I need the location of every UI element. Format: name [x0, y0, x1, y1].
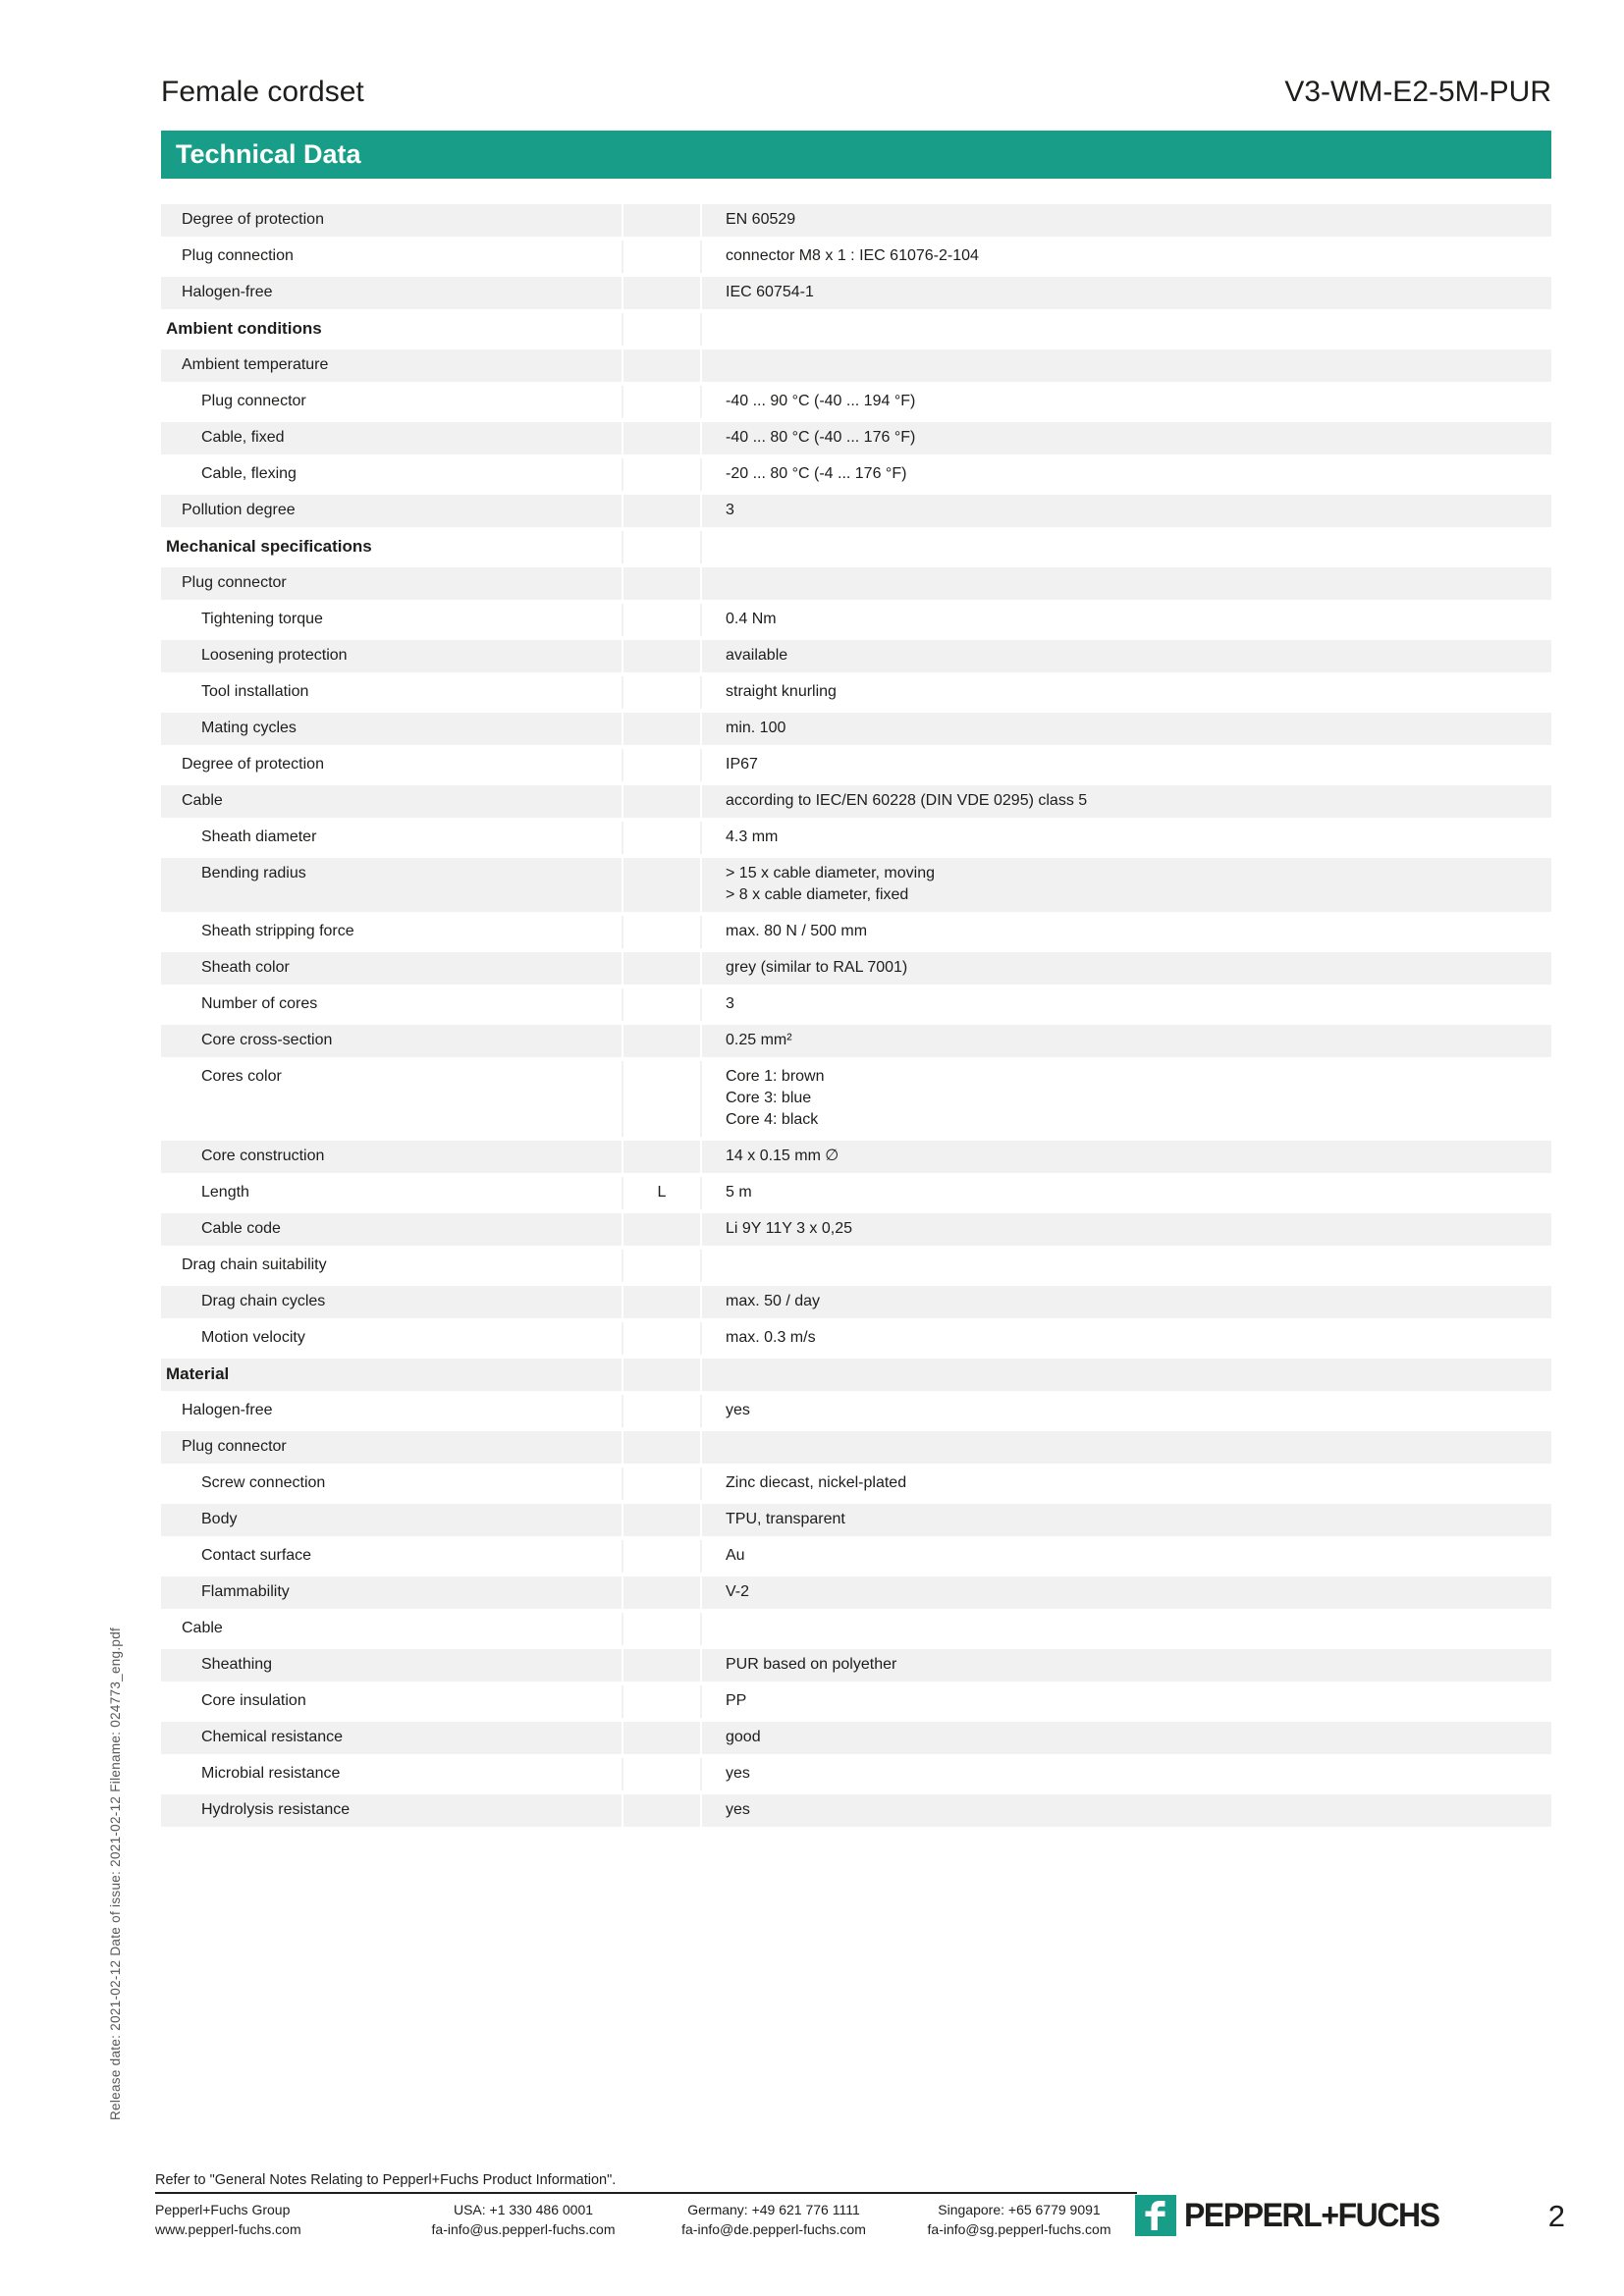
row-value: straight knurling: [700, 676, 1551, 709]
row-value: EN 60529: [700, 204, 1551, 237]
table-row: [161, 1685, 1551, 1718]
table-row: [161, 640, 1551, 672]
row-label: Sheath stripping force: [201, 923, 354, 939]
contact-column: [646, 2200, 901, 2239]
row-symbol: [622, 1025, 700, 1057]
page-footer: [155, 2171, 1137, 2239]
table-row: [161, 1576, 1551, 1609]
table-row: [161, 1395, 1551, 1427]
contact-line2: fa-info@us.pepperl-fuchs.com: [431, 2221, 616, 2237]
row-label: Cable: [182, 1620, 223, 1636]
general-notes-reference: Refer to "General Notes Relating to Pepperl+Fuchs Product Information".: [155, 2172, 617, 2188]
row-symbol: [622, 988, 700, 1021]
table-row: [161, 1540, 1551, 1573]
contact-line1: Germany: +49 621 776 1111: [687, 2202, 860, 2217]
row-symbol: [622, 277, 700, 309]
row-value: [700, 1613, 1551, 1645]
table-row: [161, 1177, 1551, 1209]
table-row: [161, 1250, 1551, 1282]
row-value: max. 0.3 m/s: [700, 1322, 1551, 1355]
row-symbol: [622, 604, 700, 636]
row-value: 5 m: [700, 1177, 1551, 1209]
row-value: Core 1: brown Core 3: blue Core 4: black: [700, 1061, 1551, 1137]
row-label: Loosening protection: [201, 647, 348, 664]
row-value: IP67: [700, 749, 1551, 781]
row-symbol: [622, 822, 700, 854]
table-row: [161, 822, 1551, 854]
row-value: 4.3 mm: [700, 822, 1551, 854]
row-symbol: [622, 952, 700, 985]
row-label: Drag chain cycles: [201, 1293, 326, 1309]
row-value: [700, 313, 1551, 346]
row-symbol: [622, 1213, 700, 1246]
row-symbol: [622, 458, 700, 491]
row-value: yes: [700, 1758, 1551, 1790]
row-value: 0.25 mm²: [700, 1025, 1551, 1057]
row-symbol: [622, 349, 700, 382]
row-value: PP: [700, 1685, 1551, 1718]
row-label: Halogen-free: [182, 284, 273, 300]
row-value: Zinc diecast, nickel-plated: [700, 1468, 1551, 1500]
row-symbol: [622, 1061, 700, 1137]
row-symbol: [622, 1722, 700, 1754]
row-symbol: [622, 204, 700, 237]
row-symbol: [622, 1395, 700, 1427]
page-header: [161, 75, 1551, 110]
row-symbol: [622, 1359, 700, 1391]
row-symbol: [622, 1322, 700, 1355]
row-label: Contact surface: [201, 1547, 312, 1564]
table-row: [161, 240, 1551, 273]
table-row: [161, 676, 1551, 709]
row-value: [700, 567, 1551, 600]
table-row: [161, 349, 1551, 382]
contact-columns: [155, 2200, 1137, 2239]
contact-column: [901, 2200, 1137, 2239]
contact-line2: www.pepperl-fuchs.com: [155, 2221, 301, 2237]
row-symbol: [622, 1794, 700, 1827]
row-value: good: [700, 1722, 1551, 1754]
row-label: Pollution degree: [182, 502, 296, 518]
table-row: [161, 1758, 1551, 1790]
row-symbol: [622, 1613, 700, 1645]
table-row: [161, 1061, 1551, 1137]
release-date-note: Release date: 2021-02-12 Date of issue: 2021-02-12 Filename: 024773_eng.pdf: [108, 1627, 123, 2120]
row-label: Screw connection: [201, 1474, 326, 1491]
row-symbol: [622, 1758, 700, 1790]
row-value: 3: [700, 495, 1551, 527]
row-value: -40 ... 80 °C (-40 ... 176 °F): [700, 422, 1551, 454]
row-label: Degree of protection: [182, 756, 324, 773]
row-value: max. 50 / day: [700, 1286, 1551, 1318]
row-symbol: [622, 531, 700, 563]
row-symbol: [622, 1685, 700, 1718]
row-label: Tool installation: [201, 683, 309, 700]
table-row: [161, 1722, 1551, 1754]
row-label: Chemical resistance: [201, 1729, 344, 1745]
row-symbol: [622, 640, 700, 672]
row-value: 3: [700, 988, 1551, 1021]
row-symbol: [622, 749, 700, 781]
row-label: Cable code: [201, 1220, 281, 1237]
table-row: [161, 1431, 1551, 1464]
row-value: connector M8 x 1 : IEC 61076-2-104: [700, 240, 1551, 273]
row-label: Ambient temperature: [182, 356, 329, 373]
contact-column: [401, 2200, 646, 2239]
row-label: Sheath color: [201, 959, 290, 976]
row-value: yes: [700, 1794, 1551, 1827]
row-label: Cable, flexing: [201, 465, 297, 482]
section-row: [161, 313, 1551, 346]
row-symbol: [622, 916, 700, 948]
table-row: [161, 1286, 1551, 1318]
table-row: [161, 916, 1551, 948]
row-value: [700, 349, 1551, 382]
row-label: Plug connector: [201, 393, 306, 409]
row-symbol: [622, 858, 700, 912]
row-label: Drag chain suitability: [182, 1256, 327, 1273]
row-symbol: [622, 1540, 700, 1573]
contact-line1: Singapore: +65 6779 9091: [938, 2202, 1101, 2217]
row-value: TPU, transparent: [700, 1504, 1551, 1536]
row-symbol: [622, 1649, 700, 1682]
row-value: -40 ... 90 °C (-40 ... 194 °F): [700, 386, 1551, 418]
row-value: > 15 x cable diameter, moving > 8 x cable diameter, fixed: [700, 858, 1551, 912]
row-symbol: [622, 713, 700, 745]
technical-data-table: [161, 204, 1551, 1827]
contact-line1: Pepperl+Fuchs Group: [155, 2202, 291, 2217]
contact-line2: fa-info@de.pepperl-fuchs.com: [681, 2221, 866, 2237]
table-row: [161, 458, 1551, 491]
row-symbol: [622, 785, 700, 818]
row-value: max. 80 N / 500 mm: [700, 916, 1551, 948]
row-value: -20 ... 80 °C (-4 ... 176 °F): [700, 458, 1551, 491]
row-label: Body: [201, 1511, 238, 1527]
row-label: Ambient conditions: [166, 319, 322, 338]
table-row: [161, 1613, 1551, 1645]
row-label: Plug connector: [182, 1438, 287, 1455]
row-symbol: [622, 1504, 700, 1536]
row-value: 14 x 0.15 mm ∅: [700, 1141, 1551, 1173]
row-label: Material: [166, 1364, 230, 1383]
table-row: [161, 386, 1551, 418]
contact-column: [155, 2200, 401, 2239]
table-row: [161, 1504, 1551, 1536]
table-row: [161, 1468, 1551, 1500]
row-label: Degree of protection: [182, 211, 324, 228]
page-content: [161, 0, 1551, 1831]
row-label: Cable: [182, 792, 223, 809]
row-label: Core cross-section: [201, 1032, 333, 1048]
row-label: Hydrolysis resistance: [201, 1801, 351, 1818]
row-symbol: [622, 495, 700, 527]
product-code: V3-WM-E2-5M-PUR: [1284, 76, 1551, 108]
row-label: Cores color: [201, 1068, 282, 1085]
row-value: [700, 1250, 1551, 1282]
table-row: [161, 1794, 1551, 1827]
row-symbol: [622, 1250, 700, 1282]
row-value: [700, 1431, 1551, 1464]
table-row: [161, 858, 1551, 912]
table-row: [161, 1141, 1551, 1173]
section-row: [161, 531, 1551, 563]
table-row: [161, 713, 1551, 745]
table-row: [161, 204, 1551, 237]
page-title: Female cordset: [161, 76, 364, 108]
pepperl-fuchs-logo-icon: [1135, 2195, 1176, 2236]
row-label: Core construction: [201, 1148, 325, 1164]
table-row: [161, 277, 1551, 309]
table-row: [161, 1649, 1551, 1682]
row-value: Au: [700, 1540, 1551, 1573]
row-symbol: [622, 1141, 700, 1173]
table-row: [161, 749, 1551, 781]
row-label: Halogen-free: [182, 1402, 273, 1418]
table-row: [161, 988, 1551, 1021]
row-symbol: [622, 1286, 700, 1318]
row-symbol: [622, 1576, 700, 1609]
table-row: [161, 1213, 1551, 1246]
row-value: available: [700, 640, 1551, 672]
row-value: PUR based on polyether: [700, 1649, 1551, 1682]
table-row: [161, 952, 1551, 985]
row-symbol: [622, 1431, 700, 1464]
row-value: grey (similar to RAL 7001): [700, 952, 1551, 985]
row-value: 0.4 Nm: [700, 604, 1551, 636]
row-symbol: [622, 313, 700, 346]
table-row: [161, 604, 1551, 636]
table-row: [161, 422, 1551, 454]
row-label: Plug connector: [182, 574, 287, 591]
row-value: [700, 1359, 1551, 1391]
row-value: V-2: [700, 1576, 1551, 1609]
technical-data-bar: [161, 131, 1551, 179]
row-symbol: [622, 240, 700, 273]
page-number: 2: [1547, 2199, 1565, 2233]
row-value: Li 9Y 11Y 3 x 0,25: [700, 1213, 1551, 1246]
row-symbol: [622, 567, 700, 600]
table-row: [161, 1025, 1551, 1057]
row-label: Mechanical specifications: [166, 537, 372, 556]
table-row: [161, 567, 1551, 600]
brand-block: [1135, 2195, 1455, 2236]
row-value: yes: [700, 1395, 1551, 1427]
row-value: IEC 60754-1: [700, 277, 1551, 309]
row-label: Plug connection: [182, 247, 294, 264]
row-label: Bending radius: [201, 865, 306, 881]
row-label: Cable, fixed: [201, 429, 285, 446]
row-symbol: [622, 1468, 700, 1500]
technical-data-title: Technical Data: [176, 139, 361, 169]
row-symbol: L: [622, 1177, 700, 1209]
row-symbol: [622, 422, 700, 454]
row-label: Number of cores: [201, 995, 318, 1012]
row-label: Sheath diameter: [201, 828, 317, 845]
brand-wordmark: PEPPERL+FUCHS: [1184, 2196, 1439, 2234]
row-value: according to IEC/EN 60228 (DIN VDE 0295) class 5: [700, 785, 1551, 818]
table-row: [161, 785, 1551, 818]
row-label: Sheathing: [201, 1656, 273, 1673]
row-label: Tightening torque: [201, 611, 323, 627]
row-label: Motion velocity: [201, 1329, 305, 1346]
row-value: [700, 531, 1551, 563]
table-row: [161, 1322, 1551, 1355]
row-label: Microbial resistance: [201, 1765, 341, 1782]
row-label: Mating cycles: [201, 720, 297, 736]
contact-line2: fa-info@sg.pepperl-fuchs.com: [927, 2221, 1111, 2237]
row-value: min. 100: [700, 713, 1551, 745]
contact-line1: USA: +1 330 486 0001: [453, 2202, 594, 2217]
row-symbol: [622, 386, 700, 418]
row-label: Core insulation: [201, 1692, 306, 1709]
row-label: Flammability: [201, 1583, 290, 1600]
row-symbol: [622, 676, 700, 709]
table-row: [161, 495, 1551, 527]
section-row: [161, 1359, 1551, 1391]
footer-divider: [155, 2192, 1137, 2194]
row-label: Length: [201, 1184, 249, 1201]
